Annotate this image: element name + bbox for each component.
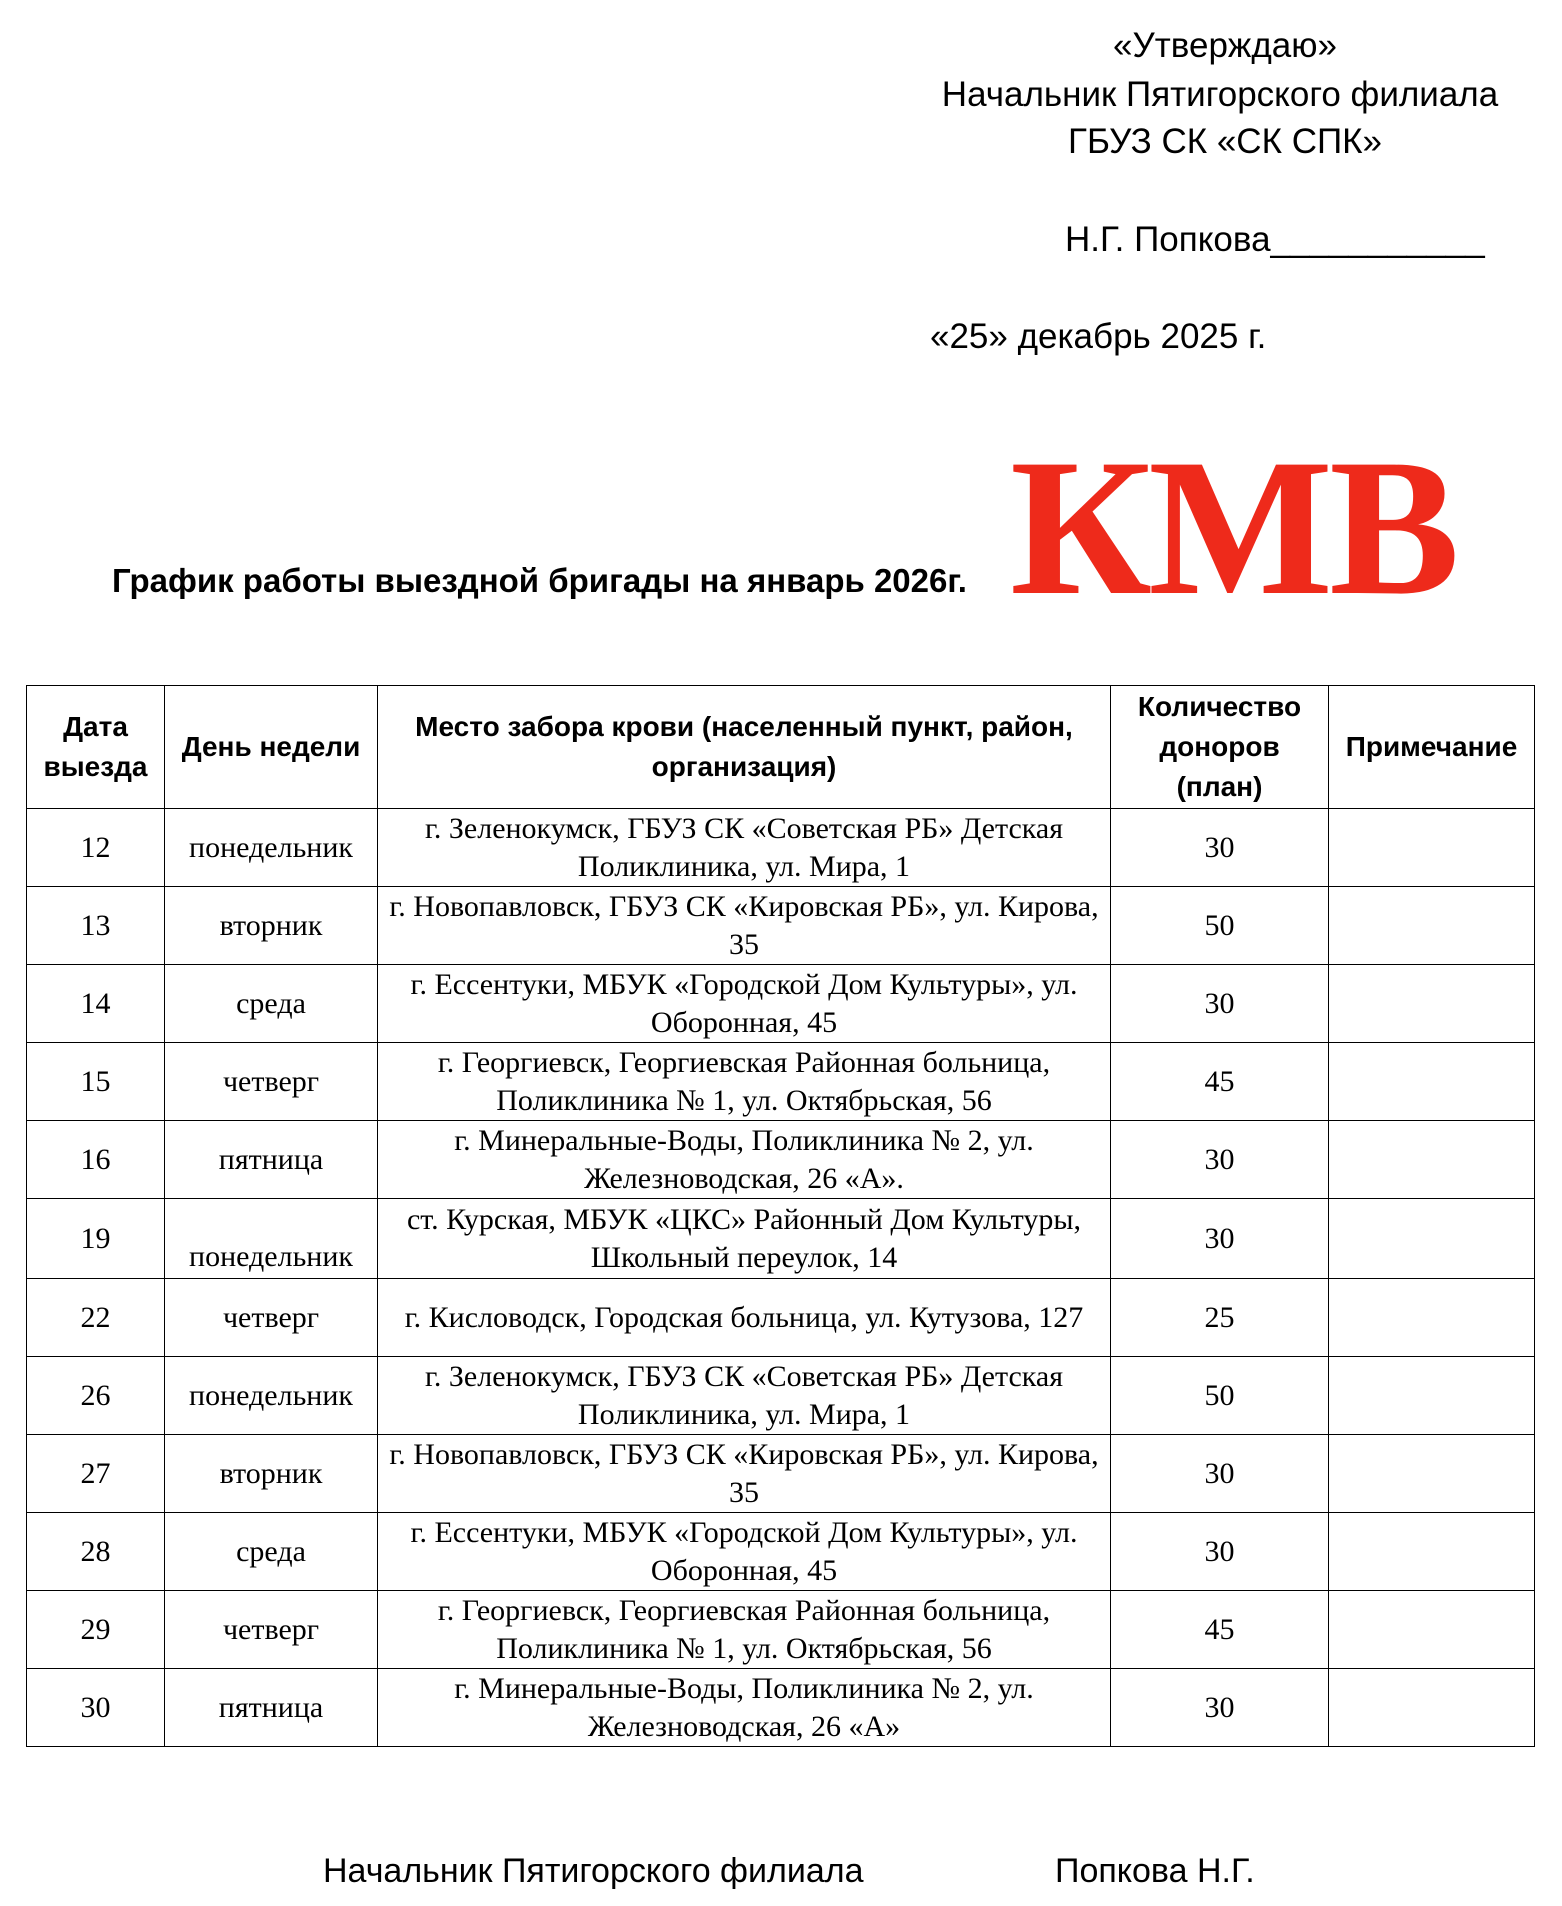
header-note: Примечание: [1329, 686, 1535, 809]
cell-day: вторник: [165, 887, 378, 965]
cell-date: 14: [27, 965, 165, 1043]
cell-day: среда: [165, 1513, 378, 1591]
cell-donors: 30: [1111, 965, 1329, 1043]
cell-note: [1329, 1199, 1535, 1279]
cell-donors: 45: [1111, 1591, 1329, 1669]
approval-word: «Утверждаю»: [1113, 26, 1337, 65]
cell-day: понедельник: [165, 1357, 378, 1435]
cell-day: понедельник: [165, 809, 378, 887]
table-row: [27, 965, 1535, 1043]
cell-note: [1329, 1591, 1535, 1669]
cell-date: 30: [27, 1669, 165, 1747]
cell-place: г. Зеленокумск, ГБУЗ СК «Советская РБ» Детская Поликлиника, ул. Мира, 1: [378, 809, 1111, 887]
table-row: [27, 1043, 1535, 1121]
cell-place: г. Ессентуки, МБУК «Городской Дом Культуры», ул. Оборонная, 45: [378, 1513, 1111, 1591]
cell-date: 26: [27, 1357, 165, 1435]
cell-date: 15: [27, 1043, 165, 1121]
cell-note: [1329, 887, 1535, 965]
cell-day: пятница: [165, 1669, 378, 1747]
footer-position: Начальник Пятигорского филиала: [323, 1852, 864, 1890]
cell-day: четверг: [165, 1279, 378, 1357]
cell-note: [1329, 1669, 1535, 1747]
document-title: График работы выездной бригады на январь 2026г.: [112, 562, 967, 599]
cell-day: вторник: [165, 1435, 378, 1513]
table-row: [27, 1199, 1535, 1279]
cell-place: г. Минеральные-Воды, Поликлиника № 2, ул. Железноводская, 26 «А».: [378, 1121, 1111, 1199]
footer-name: Попкова Н.Г.: [1055, 1852, 1255, 1890]
cell-donors: 25: [1111, 1279, 1329, 1357]
cell-day: четверг: [165, 1043, 378, 1121]
cell-place: г. Кисловодск, Городская больница, ул. Кутузова, 127: [378, 1279, 1111, 1357]
schedule-body: [27, 809, 1535, 1747]
table-row: [27, 887, 1535, 965]
cell-donors: 50: [1111, 1357, 1329, 1435]
cell-place: г. Минеральные-Воды, Поликлиника № 2, ул. Железноводская, 26 «А»: [378, 1669, 1111, 1747]
cell-place: ст. Курская, МБУК «ЦКС» Районный Дом Культуры, Школьный переулок, 14: [378, 1199, 1111, 1279]
cell-day: среда: [165, 965, 378, 1043]
approval-organization: ГБУЗ СК «СК СПК»: [1068, 122, 1382, 161]
table-header-row: [27, 686, 1535, 809]
cell-donors: 30: [1111, 809, 1329, 887]
cell-note: [1329, 1043, 1535, 1121]
approval-position: Начальник Пятигорского филиала: [941, 75, 1499, 114]
cell-donors: 30: [1111, 1199, 1329, 1279]
cell-date: 19: [27, 1199, 165, 1279]
table-row: [27, 1513, 1535, 1591]
table-row: [27, 1669, 1535, 1747]
kmv-logo: КМВ: [1010, 419, 1456, 636]
table-row: [27, 1435, 1535, 1513]
approval-signer: Н.Г. Попкова___________: [1065, 220, 1485, 259]
cell-date: 27: [27, 1435, 165, 1513]
table-row: [27, 1357, 1535, 1435]
cell-note: [1329, 1357, 1535, 1435]
header-place: Место забора крови (населенный пункт, район, организация): [378, 686, 1111, 809]
approval-date: «25» декабрь 2025 г.: [930, 317, 1267, 356]
cell-note: [1329, 1435, 1535, 1513]
cell-date: 22: [27, 1279, 165, 1357]
cell-donors: 30: [1111, 1435, 1329, 1513]
header-donors: Количество доноров (план): [1111, 686, 1329, 809]
table-row: [27, 1121, 1535, 1199]
cell-donors: 50: [1111, 887, 1329, 965]
cell-donors: 30: [1111, 1513, 1329, 1591]
schedule-table: [26, 685, 1535, 1747]
cell-place: г. Ессентуки, МБУК «Городской Дом Культуры», ул. Оборонная, 45: [378, 965, 1111, 1043]
table-row: [27, 809, 1535, 887]
cell-place: г. Зеленокумск, ГБУЗ СК «Советская РБ» Детская Поликлиника, ул. Мира, 1: [378, 1357, 1111, 1435]
cell-day: пятница: [165, 1121, 378, 1199]
header-day: День недели: [165, 686, 378, 809]
cell-place: г. Георгиевск, Георгиевская Районная больница, Поликлиника № 1, ул. Октябрьская, 56: [378, 1591, 1111, 1669]
header-date: Дата выезда: [27, 686, 165, 809]
cell-note: [1329, 1121, 1535, 1199]
cell-place: г. Новопавловск, ГБУЗ СК «Кировская РБ», ул. Кирова, 35: [378, 1435, 1111, 1513]
cell-place: г. Новопавловск, ГБУЗ СК «Кировская РБ», ул. Кирова, 35: [378, 887, 1111, 965]
cell-note: [1329, 1279, 1535, 1357]
cell-place: г. Георгиевск, Георгиевская Районная больница, Поликлиника № 1, ул. Октябрьская, 56: [378, 1043, 1111, 1121]
cell-day: четверг: [165, 1591, 378, 1669]
cell-donors: 30: [1111, 1669, 1329, 1747]
cell-donors: 30: [1111, 1121, 1329, 1199]
cell-date: 12: [27, 809, 165, 887]
cell-day: понедельник: [165, 1199, 378, 1279]
table-row: [27, 1591, 1535, 1669]
cell-note: [1329, 1513, 1535, 1591]
cell-date: 29: [27, 1591, 165, 1669]
cell-date: 13: [27, 887, 165, 965]
cell-note: [1329, 809, 1535, 887]
cell-donors: 45: [1111, 1043, 1329, 1121]
cell-date: 28: [27, 1513, 165, 1591]
cell-date: 16: [27, 1121, 165, 1199]
cell-note: [1329, 965, 1535, 1043]
table-row: [27, 1279, 1535, 1357]
